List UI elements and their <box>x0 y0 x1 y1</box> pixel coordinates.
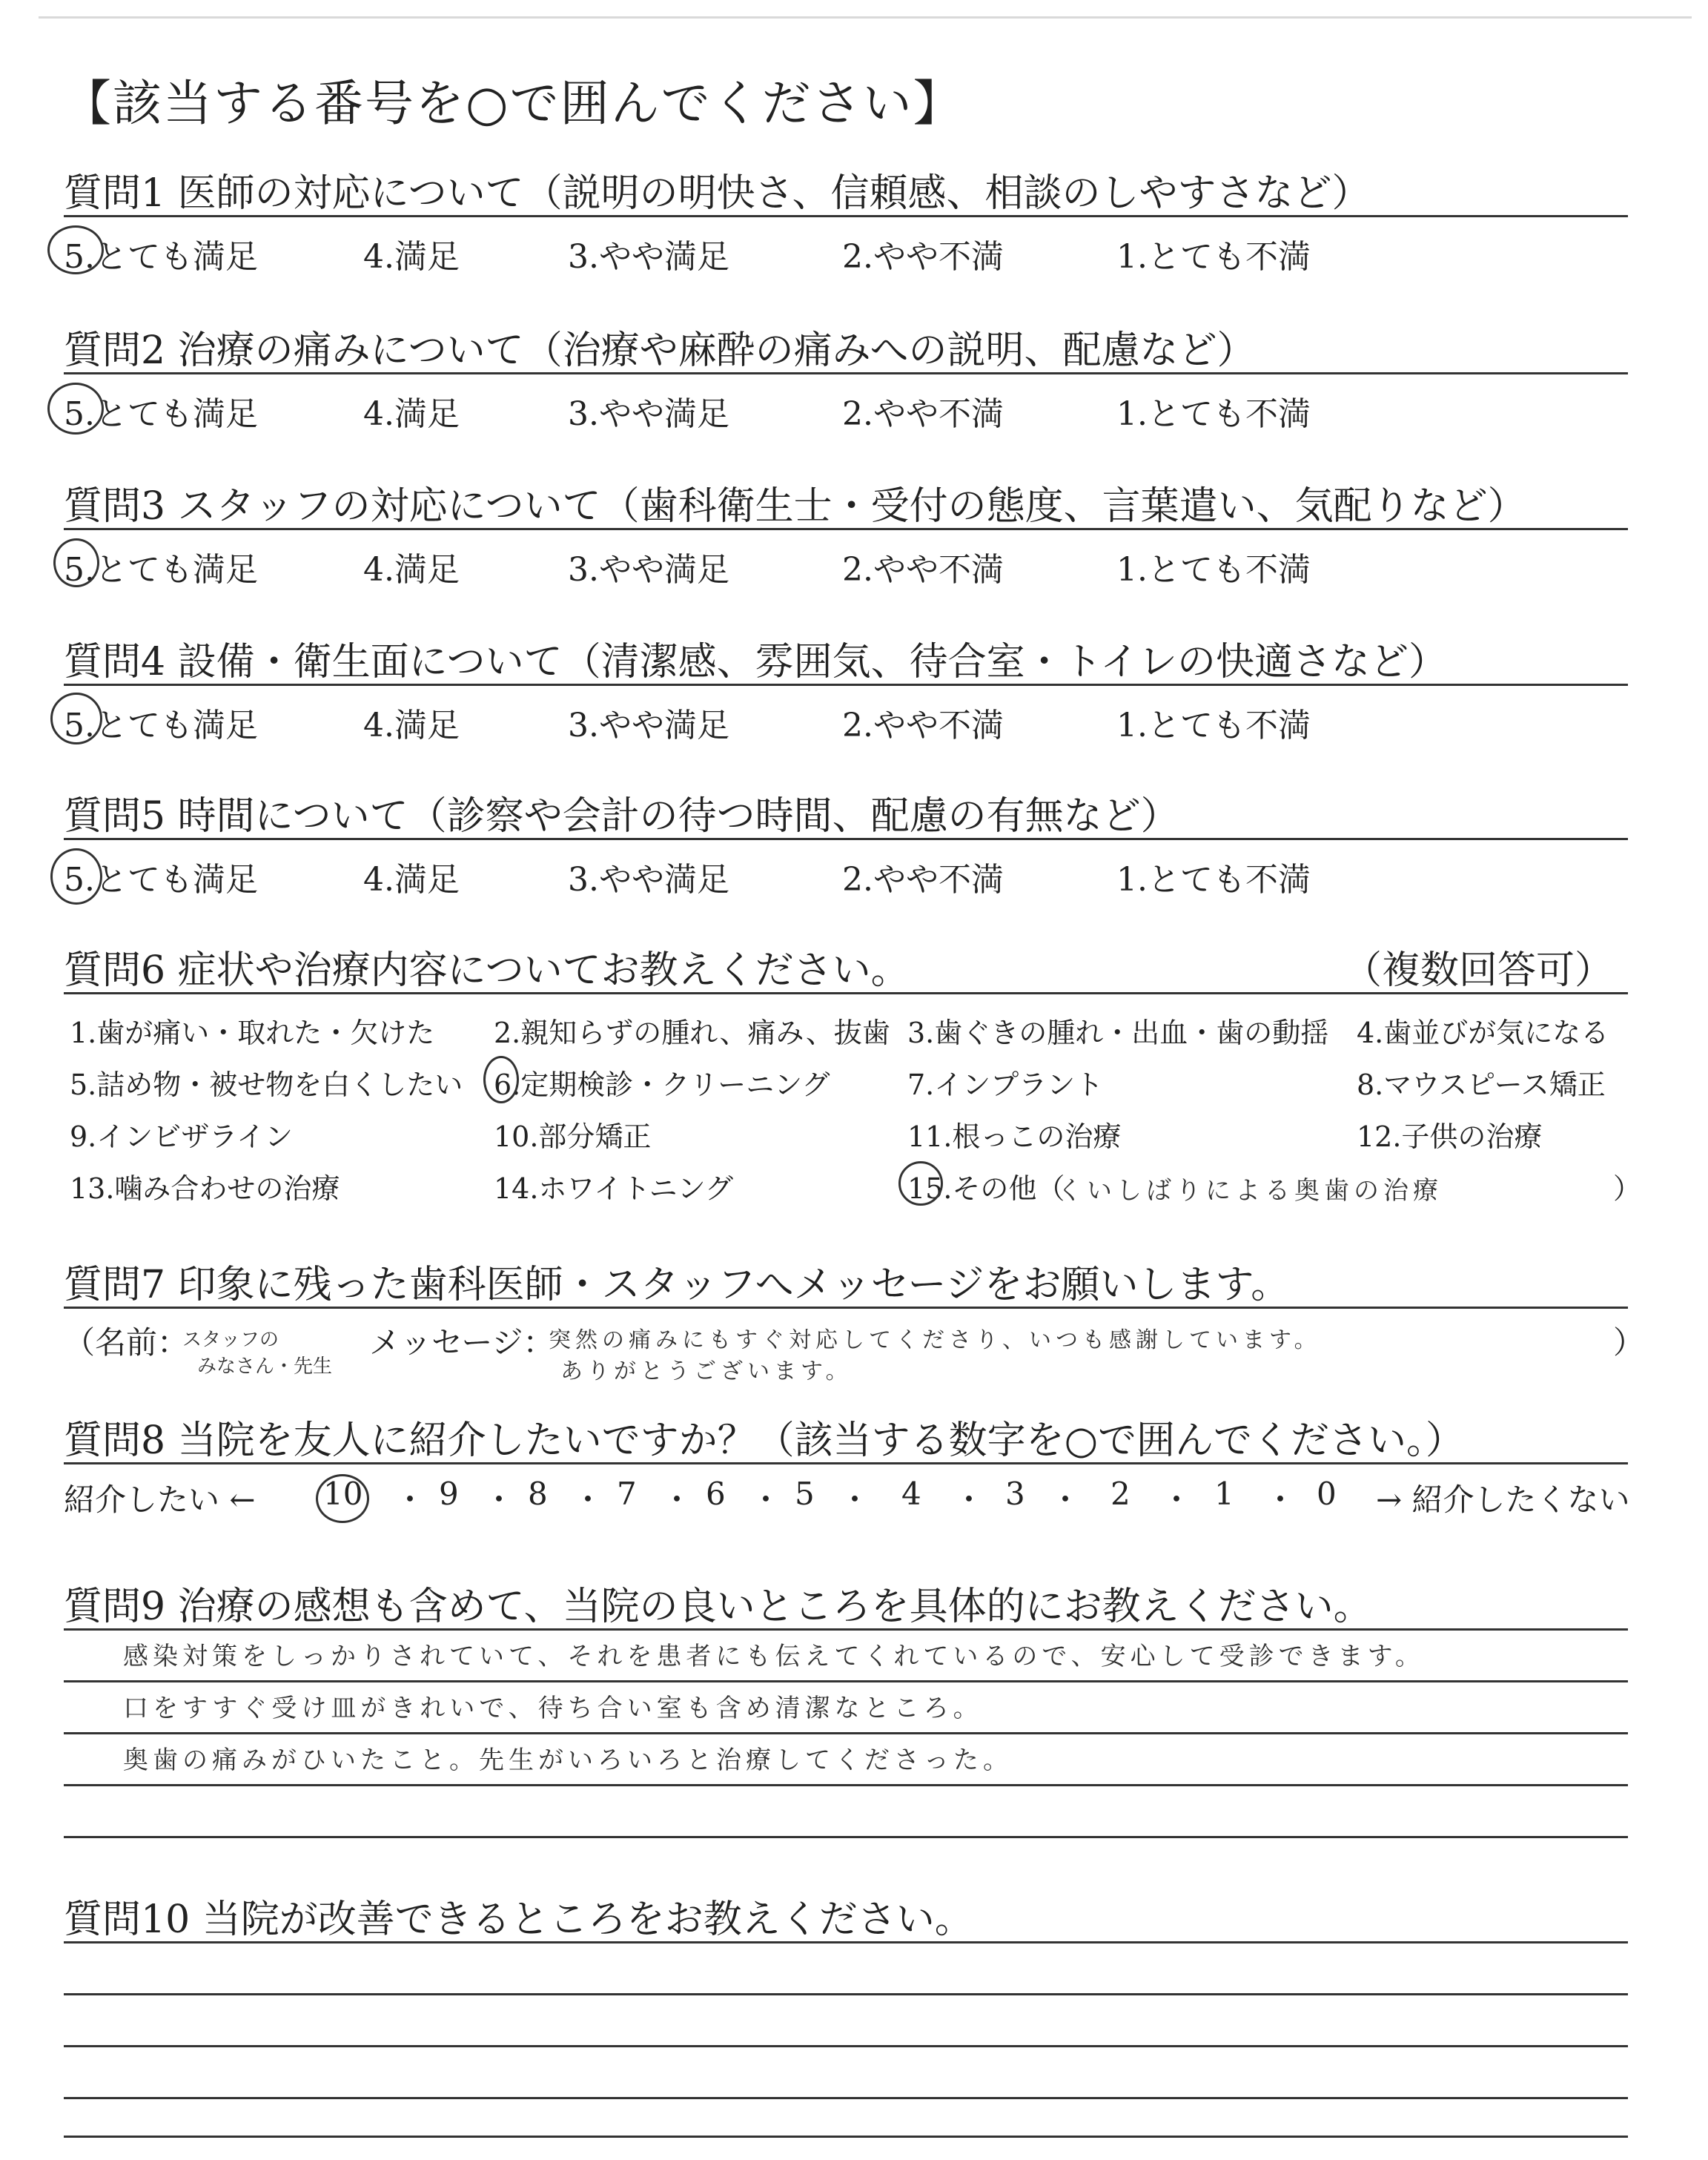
answer-line <box>64 1628 1628 1631</box>
scale-dot: ・ <box>750 1482 782 1518</box>
option-3[interactable]: 3.やや満足 <box>568 238 729 276</box>
scale-dot: ・ <box>1050 1482 1082 1518</box>
selected-circle-mark-15 <box>898 1161 943 1206</box>
divider <box>64 1462 1628 1464</box>
name-label: （名前： <box>64 1324 189 1361</box>
scale-dot: ・ <box>1161 1482 1193 1518</box>
option-1[interactable]: 1.とても不満 <box>1116 861 1311 899</box>
symptom-option-6[interactable]: 6.定期検診・クリーニング <box>494 1069 830 1101</box>
question-title: 質問1 医師の対応について（説明の明快さ、信頼感、相談のしやすさなど） <box>64 171 1371 216</box>
question-6 <box>64 939 1642 1206</box>
divider <box>64 215 1628 217</box>
scale-5[interactable]: 5 <box>795 1476 815 1512</box>
question-4 <box>64 630 1628 749</box>
close-paren: ） <box>1613 1324 1645 1361</box>
name-handwritten-line1: スタッフの <box>182 1329 279 1351</box>
other-symptom-handwritten: くいしばりによる奥歯の治療 <box>1057 1176 1443 1206</box>
answer-line <box>64 2045 1628 2047</box>
question-2 <box>64 319 1628 437</box>
question-title: 質問7 印象に残った歯科医師・スタッフへメッセージをお願いします。 <box>64 1263 1290 1307</box>
divider <box>64 992 1628 994</box>
symptom-option-11[interactable]: 11.根っこの治療 <box>907 1120 1122 1153</box>
option-3[interactable]: 3.やや満足 <box>568 551 729 589</box>
option-4[interactable]: 4.満足 <box>363 395 460 433</box>
question-title: 質問3 スタッフの対応について（歯科衛生士・受付の態度、言葉遣い、気配りなど） <box>64 484 1526 529</box>
selected-circle-mark <box>47 225 104 274</box>
answer-line <box>64 2097 1628 2099</box>
question-title: 質問2 治療の痛みについて（治療や麻酔の痛みへの説明、配慮など） <box>64 328 1256 373</box>
option-1[interactable]: 1.とても不満 <box>1116 551 1311 589</box>
answer-line-3: 奥歯の痛みがひいたこと。先生がいろいろと治療してくださった。 <box>123 1745 1013 1775</box>
symptom-option-2[interactable]: 2.親知らずの腫れ、痛み、抜歯 <box>494 1017 890 1049</box>
question-title: 質問9 治療の感想も含めて、当院の良いところを具体的にお教えください。 <box>64 1585 1372 1629</box>
option-2[interactable]: 2.やや不満 <box>842 551 1004 589</box>
scale-dot: ・ <box>483 1482 515 1518</box>
page-heading: 【該当する番号を○で囲んでください】 <box>62 75 964 132</box>
symptom-option-12[interactable]: 12.子供の治療 <box>1357 1120 1543 1153</box>
answer-line <box>64 1836 1628 1838</box>
question-3 <box>64 475 1628 593</box>
divider <box>64 1307 1628 1309</box>
answer-line <box>64 1993 1628 1995</box>
option-1[interactable]: 1.とても不満 <box>1116 707 1311 744</box>
option-2[interactable]: 2.やや不満 <box>842 707 1004 744</box>
question-5 <box>64 785 1628 903</box>
symptom-option-9[interactable]: 9.インビザライン <box>70 1120 294 1153</box>
option-5[interactable]: 5.とても満足 <box>64 861 258 899</box>
selected-circle-mark-10 <box>316 1474 369 1523</box>
top-border <box>39 16 1692 19</box>
answer-line <box>64 1732 1628 1734</box>
scale-2[interactable]: 2 <box>1110 1476 1131 1512</box>
option-4[interactable]: 4.満足 <box>363 861 460 899</box>
question-title: 質問10 当院が改善できるところをお教えください。 <box>64 1898 973 1942</box>
scale-4[interactable]: 4 <box>901 1476 921 1512</box>
question-8 <box>64 1409 1628 1520</box>
option-5[interactable]: 5.とても満足 <box>64 238 258 276</box>
scale-dot: ・ <box>661 1482 693 1518</box>
question-7 <box>64 1253 1645 1394</box>
scale-dot: ・ <box>572 1482 604 1518</box>
answer-line <box>64 1784 1628 1786</box>
selected-circle-mark <box>47 383 104 435</box>
option-4[interactable]: 4.満足 <box>363 551 460 589</box>
symptom-option-5[interactable]: 5.詰め物・被せ物を白くしたい <box>70 1069 463 1101</box>
option-2[interactable]: 2.やや不満 <box>842 395 1004 433</box>
option-3[interactable]: 3.やや満足 <box>568 861 729 899</box>
symptom-option-13[interactable]: 13.噛み合わせの治療 <box>70 1172 340 1205</box>
scale-0[interactable]: 0 <box>1317 1476 1337 1512</box>
scale-dot: ・ <box>394 1482 426 1518</box>
divider <box>64 684 1628 686</box>
answer-line <box>64 1680 1628 1682</box>
symptom-option-1[interactable]: 1.歯が痛い・取れた・欠けた <box>70 1017 435 1049</box>
option-4[interactable]: 4.満足 <box>363 707 460 744</box>
option-3[interactable]: 3.やや満足 <box>568 707 729 744</box>
symptom-option-14[interactable]: 14.ホワイトニング <box>494 1172 734 1205</box>
option-4[interactable]: 4.満足 <box>363 238 460 276</box>
divider <box>64 838 1628 840</box>
message-label: メッセージ： <box>369 1324 555 1361</box>
symptom-option-8[interactable]: 8.マウスピース矯正 <box>1357 1069 1606 1101</box>
message-handwritten-line1: 突然の痛みにもすぐ対応してくださり、いつも感謝しています。 <box>549 1327 1321 1353</box>
question-title: 質問6 症状や治療内容についてお教えください。 <box>64 948 910 993</box>
selected-circle-mark <box>50 693 102 744</box>
scale-left-label: 紹介したい ← <box>64 1482 256 1518</box>
option-5[interactable]: 5.とても満足 <box>64 707 258 744</box>
option-5[interactable]: 5.とても満足 <box>64 395 258 433</box>
option-2[interactable]: 2.やや不満 <box>842 861 1004 899</box>
symptom-option-10[interactable]: 10.部分矯正 <box>494 1120 652 1153</box>
close-paren: ） <box>1613 1172 1642 1205</box>
answer-line-1: 感染対策をしっかりされていて、それを患者にも伝えてくれているので、安心して受診できます。 <box>123 1642 1425 1671</box>
scale-dot: ・ <box>839 1482 871 1518</box>
symptom-option-4[interactable]: 4.歯並びが気になる <box>1357 1017 1609 1049</box>
scale-8[interactable]: 8 <box>528 1476 548 1512</box>
symptom-option-15[interactable]: 15.その他（ <box>907 1172 1065 1205</box>
symptom-option-3[interactable]: 3.歯ぐきの腫れ・出血・歯の動揺 <box>907 1017 1329 1049</box>
scale-10[interactable]: 10 <box>323 1476 363 1512</box>
question-title: 質問8 当院を友人に紹介したいですか？（該当する数字を○で囲んでください。） <box>64 1418 1464 1463</box>
symptom-option-7[interactable]: 7.インプラント <box>907 1069 1104 1101</box>
selected-circle-mark <box>53 538 99 587</box>
question-title: 質問4 設備・衛生面について（清潔感、雰囲気、待合室・トイレの快適さなど） <box>64 640 1447 684</box>
scale-9[interactable]: 9 <box>439 1476 459 1512</box>
scale-7[interactable]: 7 <box>617 1476 637 1512</box>
selected-circle-mark <box>50 848 102 905</box>
option-1[interactable]: 1.とても不満 <box>1116 395 1311 433</box>
scale-dot: ・ <box>953 1482 985 1518</box>
option-2[interactable]: 2.やや不満 <box>842 238 1004 276</box>
scale-dot: ・ <box>1265 1482 1297 1518</box>
scale-6[interactable]: 6 <box>706 1476 726 1512</box>
question-title: 質問5 時間について（診察や会計の待つ時間、配慮の有無など） <box>64 794 1179 839</box>
divider <box>64 528 1628 530</box>
scale-3[interactable]: 3 <box>1005 1476 1025 1512</box>
answer-line <box>64 1941 1628 1943</box>
option-1[interactable]: 1.とても不満 <box>1116 238 1311 276</box>
name-handwritten-line2: みなさん・先生 <box>197 1355 333 1378</box>
selected-circle-mark-6 <box>483 1056 519 1103</box>
multiple-answers-note: （複数回答可） <box>1343 948 1613 993</box>
scale-1[interactable]: 1 <box>1214 1476 1234 1512</box>
message-handwritten-line2: ありがとうございます。 <box>560 1358 853 1384</box>
answer-line <box>64 2136 1628 2138</box>
divider <box>64 372 1628 374</box>
question-10 <box>64 1888 1628 2140</box>
option-5[interactable]: 5.とても満足 <box>64 551 258 589</box>
option-3[interactable]: 3.やや満足 <box>568 395 729 433</box>
scale-right-label: → 紹介したくない <box>1376 1482 1630 1518</box>
question-1 <box>64 162 1628 280</box>
answer-line-2: 口をすすぐ受け皿がきれいで、待ち合い室も含め清潔なところ。 <box>123 1694 983 1723</box>
question-9 <box>64 1575 1628 1842</box>
